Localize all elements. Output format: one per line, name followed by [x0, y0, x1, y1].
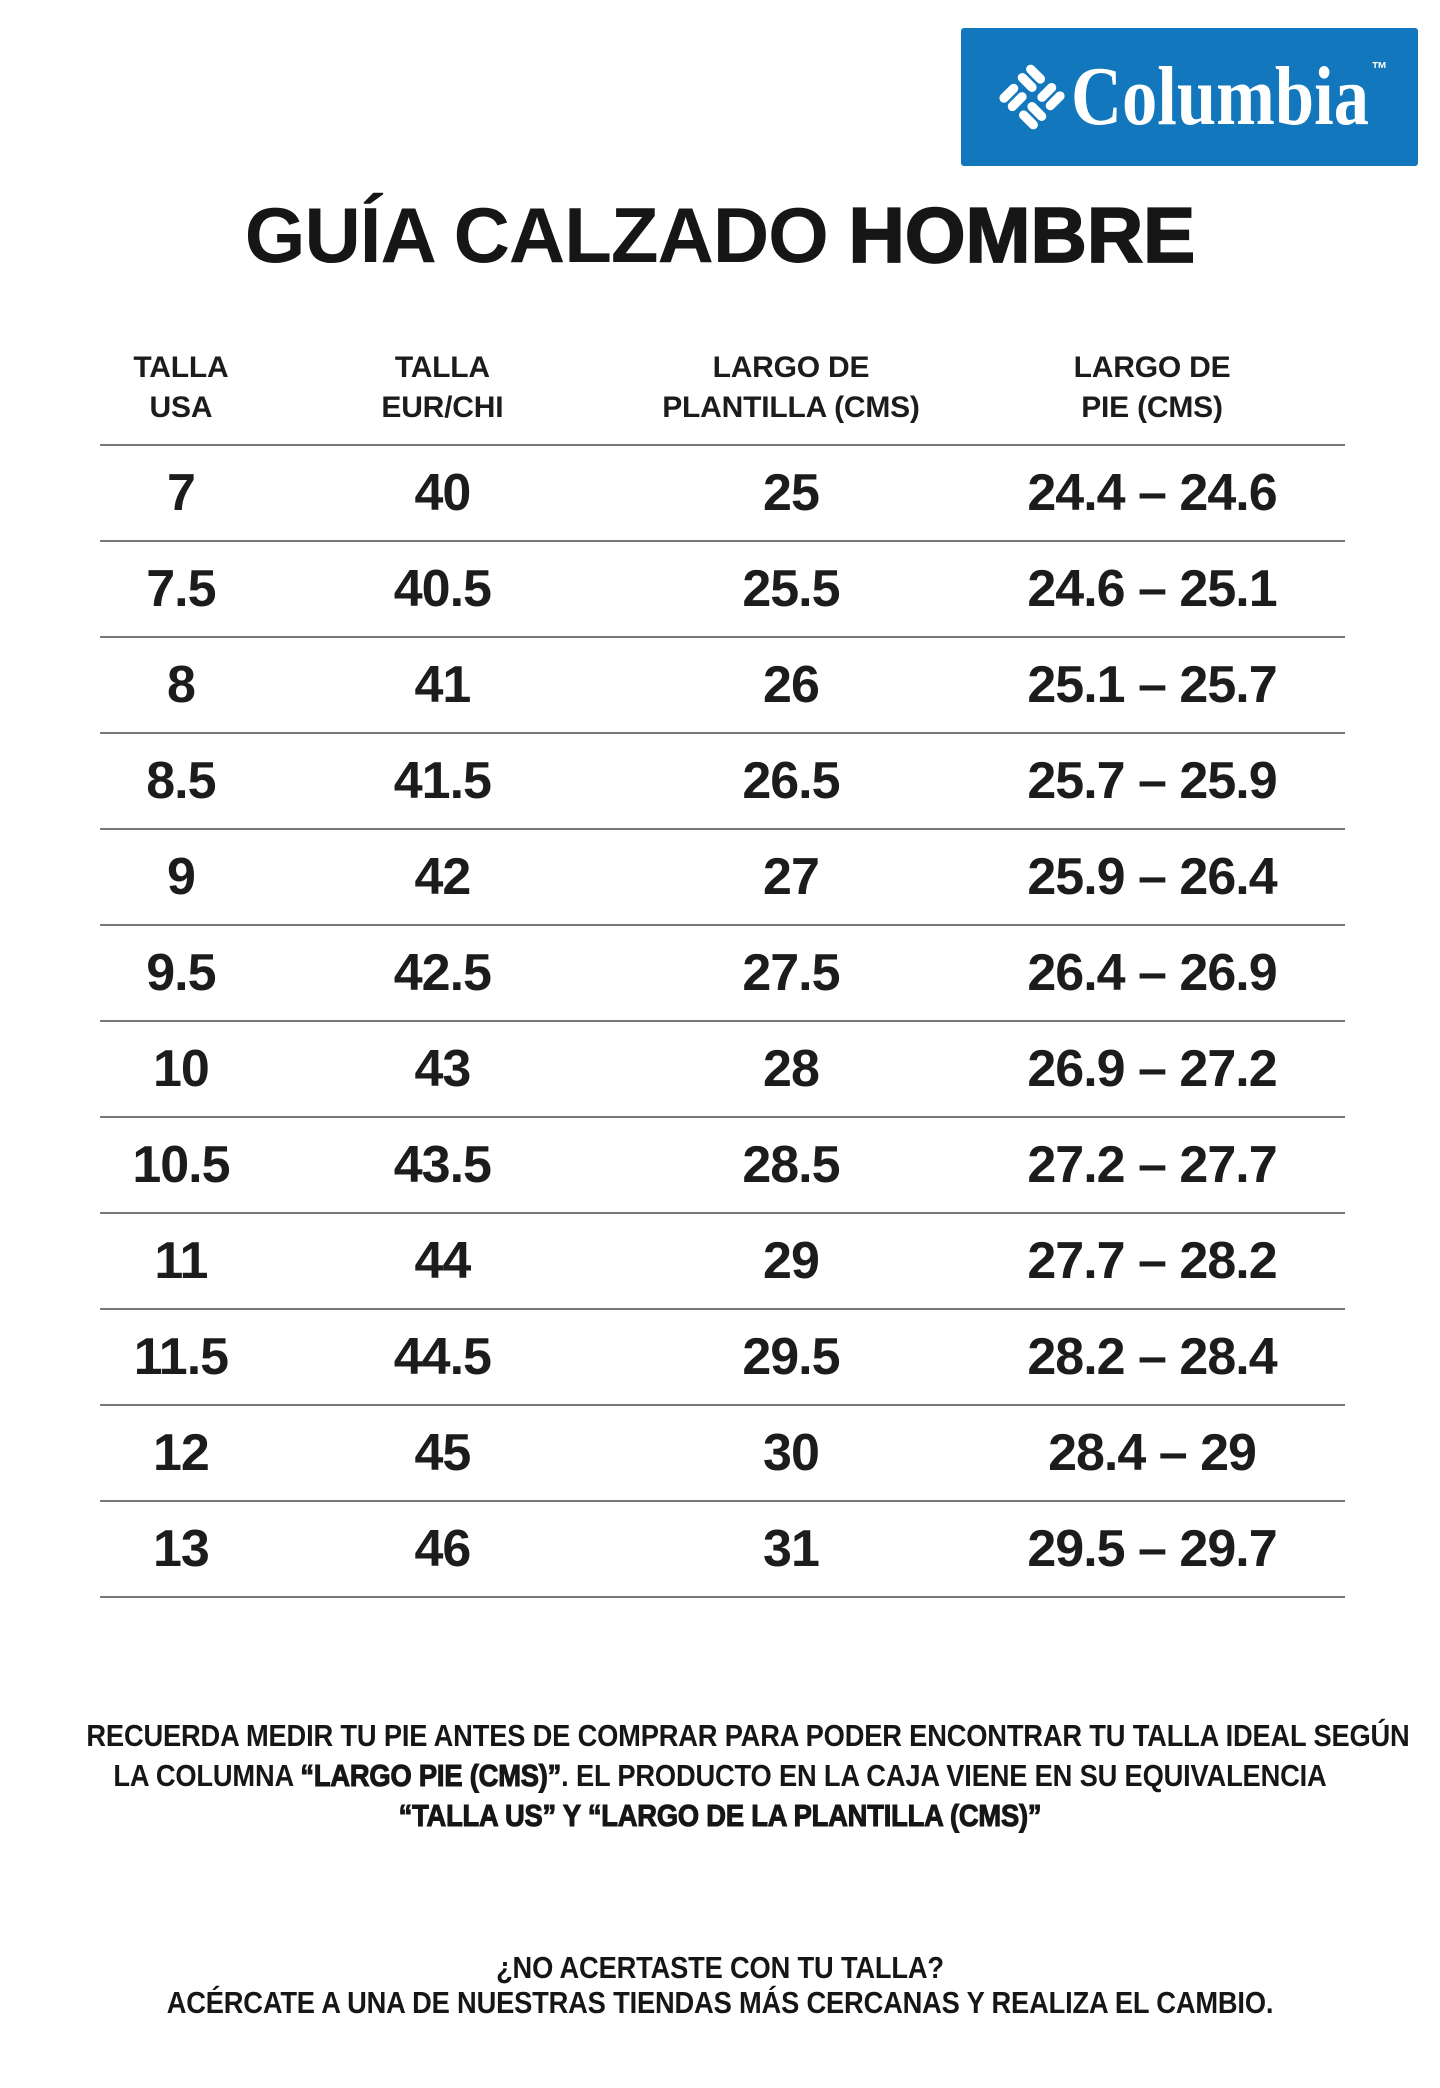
table-cell: 24.4 – 24.6: [1027, 464, 1277, 522]
table-cell: 44: [414, 1232, 471, 1290]
table-cell: 25.1 – 25.7: [1027, 656, 1277, 714]
table-cell: 42.5: [393, 944, 491, 1002]
table-cell: 27: [763, 848, 819, 906]
note-line2-strong: “LARGO PIE (CMS)”: [300, 1758, 562, 1793]
table-cell: 28.2 – 28.4: [1027, 1328, 1277, 1386]
table-cell: 26.9 – 27.2: [1027, 1040, 1277, 1098]
table-cell: 26.4 – 26.9: [1027, 944, 1277, 1002]
table-cell: 25: [763, 464, 819, 522]
size-table: [100, 340, 1345, 1598]
table-cell: 13: [153, 1520, 209, 1578]
note-line2-pre: LA COLUMNA: [113, 1758, 301, 1793]
table-row: [100, 733, 1345, 829]
trademark-symbol: ™: [1371, 59, 1388, 80]
page-title: [0, 191, 1440, 279]
table-cell: 12: [153, 1424, 209, 1482]
size-table-body: [100, 445, 1345, 1597]
table-row: [100, 925, 1345, 1021]
table-row: [100, 445, 1345, 541]
table-cell: 29.5 – 29.7: [1027, 1520, 1277, 1578]
table-cell: 7.5: [146, 560, 216, 618]
table-cell: 44.5: [393, 1328, 491, 1386]
table-row: [100, 541, 1345, 637]
table-cell: 40.5: [393, 560, 491, 618]
table-cell: 43.5: [393, 1136, 491, 1194]
table-cell: 8: [166, 656, 195, 714]
table-row: [100, 829, 1345, 925]
header-largo-plantilla: LARGO DE PLANTILLA (CMS): [662, 351, 920, 424]
columbia-diamond-icon: [995, 60, 1069, 134]
exchange-line2: ACÉRCATE A UNA DE NUESTRAS TIENDAS MÁS CERCANAS Y REALIZA EL CAMBIO.: [166, 1985, 1274, 2020]
table-cell: 29: [763, 1232, 819, 1290]
table-cell: 10.5: [132, 1136, 230, 1194]
table-cell: 27.5: [742, 944, 840, 1002]
table-cell: 26: [763, 656, 819, 714]
note-line3-strong: “TALLA US” Y “LARGO DE LA PLANTILLA (CMS)”: [398, 1798, 1042, 1833]
title-bold: HOMBRE: [848, 191, 1196, 279]
columbia-wordmark: Columbia: [1071, 50, 1369, 143]
table-cell: 25.5: [742, 560, 840, 618]
table-cell: 30: [763, 1424, 819, 1482]
table-row: [100, 1405, 1345, 1501]
table-row: [100, 1309, 1345, 1405]
table-cell: 10: [153, 1040, 209, 1098]
columbia-wordmark-group: [1071, 50, 1388, 143]
measure-note: [86, 1716, 1410, 1836]
title-regular: GUÍA CALZADO: [244, 191, 849, 279]
table-cell: 41.5: [393, 752, 491, 810]
table-cell: 11: [154, 1232, 208, 1290]
size-table-head: [100, 340, 1345, 445]
table-cell: 7: [166, 464, 195, 522]
exchange-note: [86, 1950, 1353, 2020]
table-cell: 9.5: [146, 944, 216, 1002]
header-talla-usa: TALLA USA: [133, 351, 229, 424]
table-cell: 24.6 – 25.1: [1027, 560, 1277, 618]
table-cell: 26.5: [742, 752, 840, 810]
table-cell: 25.9 – 26.4: [1027, 848, 1277, 906]
header-talla-eur-chi: TALLA EUR/CHI: [381, 351, 504, 424]
exchange-line1: ¿NO ACERTASTE CON TU TALLA?: [496, 1950, 944, 1985]
table-row: [100, 1213, 1345, 1309]
table-cell: 46: [414, 1520, 471, 1578]
header-row: [100, 340, 1345, 445]
note-line2-post: . EL PRODUCTO EN LA CAJA VIENE EN SU EQUIVALENCIA: [561, 1758, 1327, 1793]
table-cell: 11.5: [133, 1328, 229, 1386]
table-row: [100, 1501, 1345, 1597]
table-row: [100, 1021, 1345, 1117]
table-cell: 8.5: [146, 752, 216, 810]
table-cell: 28.5: [742, 1136, 840, 1194]
table-cell: 25.7 – 25.9: [1027, 752, 1277, 810]
table-cell: 27.7 – 28.2: [1027, 1232, 1277, 1290]
header-largo-pie: LARGO DE PIE (CMS): [1073, 351, 1231, 424]
table-cell: 28: [763, 1040, 819, 1098]
table-cell: 40: [414, 464, 471, 522]
columbia-logo: [961, 28, 1418, 166]
table-cell: 41: [414, 656, 471, 714]
table-cell: 45: [414, 1424, 471, 1482]
table-row: [100, 1117, 1345, 1213]
table-cell: 43: [414, 1040, 471, 1098]
table-row: [100, 637, 1345, 733]
table-cell: 9: [166, 848, 195, 906]
table-cell: 42: [414, 848, 471, 906]
note-line1: RECUERDA MEDIR TU PIE ANTES DE COMPRAR PARA PODER ENCONTRAR TU TALLA IDEAL SEGÚN: [86, 1718, 1410, 1753]
table-cell: 31: [763, 1520, 819, 1578]
table-cell: 27.2 – 27.7: [1027, 1136, 1277, 1194]
table-cell: 29.5: [742, 1328, 840, 1386]
table-cell: 28.4 – 29: [1048, 1424, 1256, 1482]
